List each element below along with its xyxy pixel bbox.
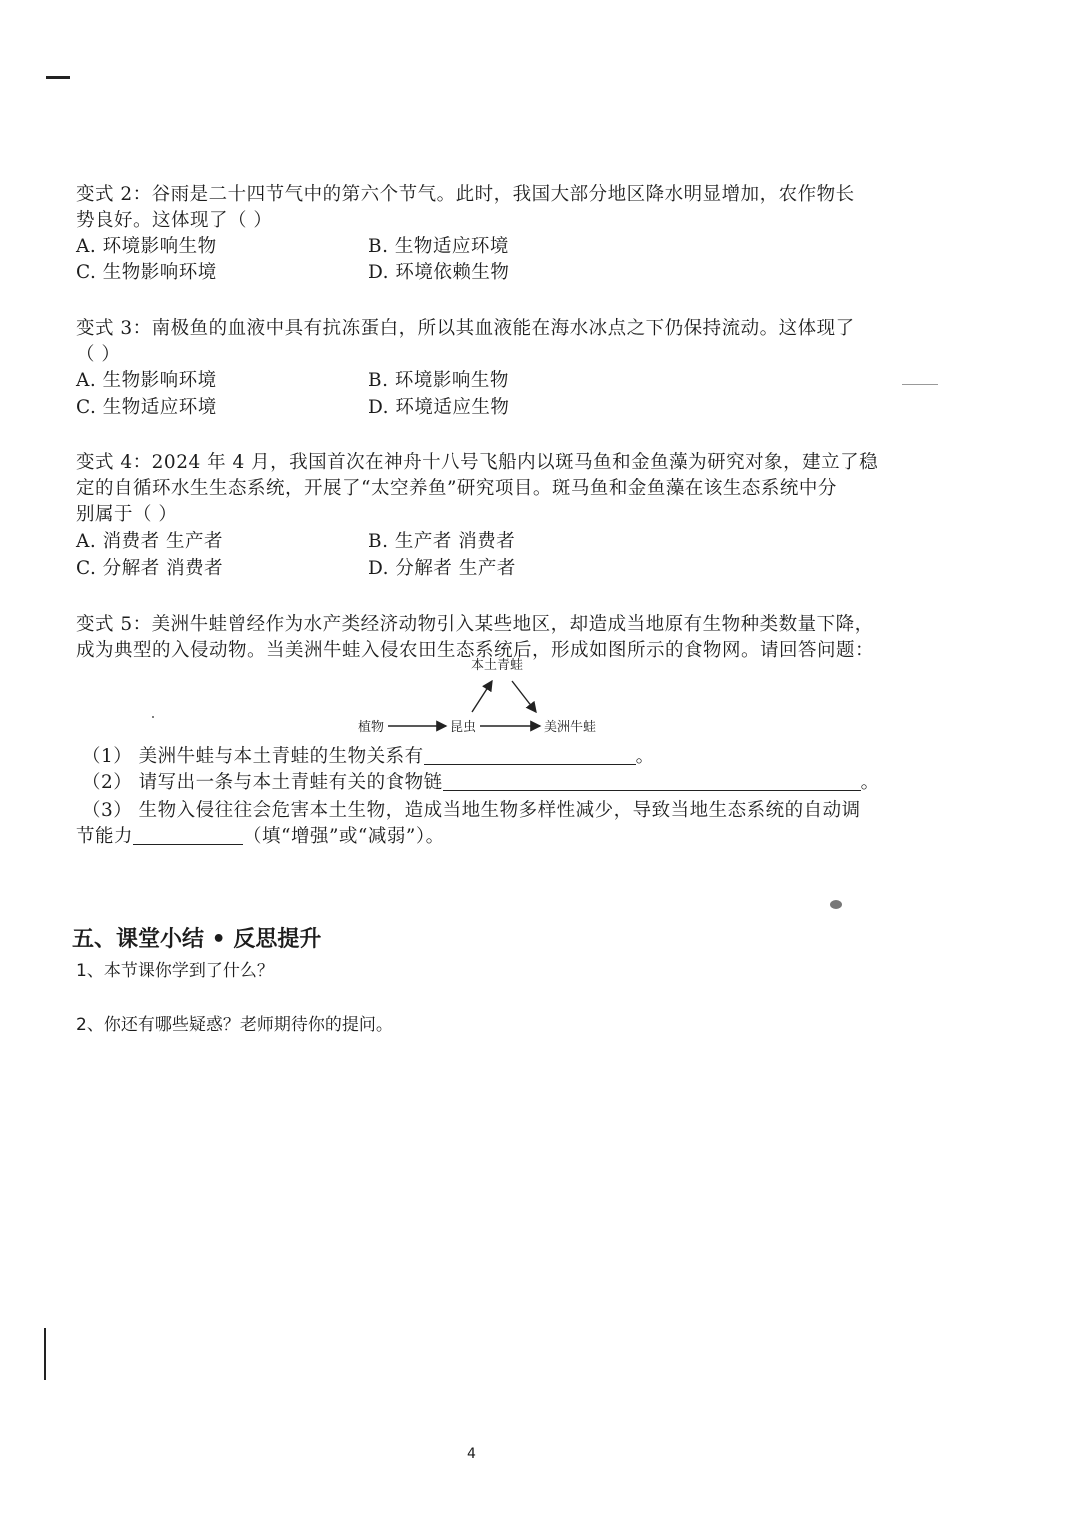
question-4-option-c: C. 分解者 消费者 xyxy=(76,558,224,579)
question-4-line-3: 别属于（ ） xyxy=(76,504,178,525)
food-web-arrow-frog-to-bullfrog xyxy=(512,681,536,712)
question-3-option-d: D. 环境适应生物 xyxy=(368,397,510,418)
question-3-option-a: A. 生物影响环境 xyxy=(76,370,217,391)
sub-3-text: 节能力 xyxy=(76,826,134,847)
food-web-node-bullfrog: 美洲牛蛙 xyxy=(544,720,597,735)
question-5-sub-2 xyxy=(82,768,880,794)
scan-mark-left-edge xyxy=(44,1328,46,1380)
sub-2-suffix: 。 xyxy=(860,772,880,793)
question-2-option-a: A. 环境影响生物 xyxy=(76,236,217,257)
question-3-line-1: 变式 3：南极鱼的血液中具有抗冻蛋白，所以其血液能在海水冰点之下仍保持流动。这体现了 xyxy=(76,318,855,339)
question-2-line-1: 变式 2：谷雨是二十四节气中的第六个节气。此时，我国大部分地区降水明显增加，农作物长 xyxy=(76,184,855,205)
scan-smudge xyxy=(902,384,938,385)
question-5-line-2: 成为典型的入侵动物。当美洲牛蛙入侵农田生态系统后，形成如图所示的食物网。请回答问题： xyxy=(76,640,875,661)
question-3-option-b: B. 环境影响生物 xyxy=(368,370,509,391)
page-number: 4 xyxy=(467,1446,476,1462)
question-5-line-1: 变式 5：美洲牛蛙曾经作为水产类经济动物引入某些地区，却造成当地原有生物种类数量下降， xyxy=(76,614,874,635)
scan-mark-top-left xyxy=(46,76,70,79)
question-5-sub-1 xyxy=(82,742,655,768)
question-2-option-b: B. 生物适应环境 xyxy=(368,236,509,257)
question-2-option-d: D. 环境依赖生物 xyxy=(368,262,510,283)
sub-3-suffix: （填“增强”或“减弱”）。 xyxy=(243,826,445,847)
question-2-option-c: C. 生物影响环境 xyxy=(76,262,217,283)
scan-speck xyxy=(152,716,154,718)
question-4-line-2: 定的自循环水生生态系统，开展了“太空养鱼”研究项目。斑马鱼和金鱼藻在该生态系统中分 xyxy=(76,478,837,499)
question-3-option-c: C. 生物适应环境 xyxy=(76,397,217,418)
sub-3-answer-blank[interactable] xyxy=(133,826,243,845)
question-4-option-d: D. 分解者 生产者 xyxy=(368,558,516,579)
question-4-line-1: 变式 4：2024 年 4 月，我国首次在神舟十八号飞船内以斑马鱼和金鱼藻为研究对象，建立了稳 xyxy=(76,452,879,473)
food-web-node-insect: 昆虫 xyxy=(450,720,477,735)
scan-speck xyxy=(830,900,842,909)
question-3-line-2: （ ） xyxy=(76,344,121,365)
food-web-node-plant: 植物 xyxy=(358,720,385,735)
food-web-arrow-insect-to-frog xyxy=(472,681,492,712)
section-5-title: 五、课堂小结 • 反思提升 xyxy=(72,927,322,952)
sub-1-suffix: 。 xyxy=(635,746,655,767)
question-2-line-2: 势良好。这体现了（ ） xyxy=(76,210,273,231)
question-5-sub-3-line-2 xyxy=(76,822,445,848)
food-web-node-native-frog: 本土青蛙 xyxy=(470,658,524,673)
sub-2-text: （2） 请写出一条与本土青蛙有关的食物链 xyxy=(82,772,443,793)
sub-1-text: （1） 美洲牛蛙与本土青蛙的生物关系有 xyxy=(82,746,424,767)
section-5-item-2: 2、你还有哪些疑惑？老师期待你的提问。 xyxy=(76,1015,393,1035)
question-4-option-a: A. 消费者 生产者 xyxy=(76,531,224,552)
question-5-sub-3-line-1: （3） 生物入侵往往会危害本土生物，造成当地生物多样性减少，导致当地生态系统的自动调 xyxy=(82,800,861,821)
sub-1-answer-blank[interactable] xyxy=(424,746,636,765)
question-4-option-b: B. 生产者 消费者 xyxy=(368,531,516,552)
food-web-diagram xyxy=(340,655,640,735)
section-5-item-1: 1、本节课你学到了什么？ xyxy=(76,961,274,981)
sub-2-answer-blank[interactable] xyxy=(443,772,861,791)
